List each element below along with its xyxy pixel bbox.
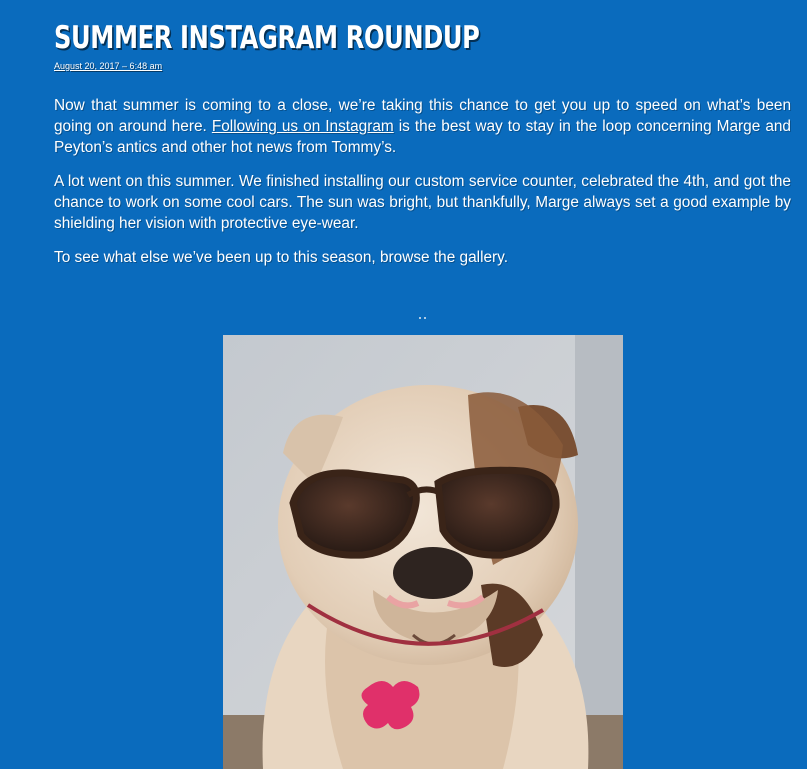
gallery-image[interactable] — [223, 335, 623, 769]
bulldog-photo — [223, 335, 623, 769]
paragraph-intro-text-end: is the best way to stay in the loop concerning Marge and Peyton’s antics and other hot news from Tommy’s. — [54, 118, 791, 156]
paragraph-summer: A lot went on this summer. We finished installing our custom service counter, celebrated the 4th, and got the chance to work on some cool cars. The sun was bright, but thankfully, Marge always set a good example by shielding her vision with protective eye-wear. — [54, 173, 791, 232]
post-body — [54, 95, 791, 268]
post-title: SUMMER INSTAGRAM ROUNDUP — [54, 20, 480, 56]
post-date-link[interactable]: August 20, 2017 – 6:48 am — [54, 61, 163, 71]
blog-post — [54, 0, 791, 281]
paragraph-gallery: To see what else we’ve been up to this season, browse the gallery. — [54, 249, 508, 266]
slide-indicator-dots-icon[interactable] — [419, 317, 427, 320]
paragraph-intro — [54, 95, 791, 158]
instagram-link[interactable]: Following us on Instagram — [211, 118, 394, 135]
paragraph-intro-text-start: Now that summer is coming to a close, we’re taking this chance to get you up to speed on what’s been going on around here. — [54, 97, 791, 135]
